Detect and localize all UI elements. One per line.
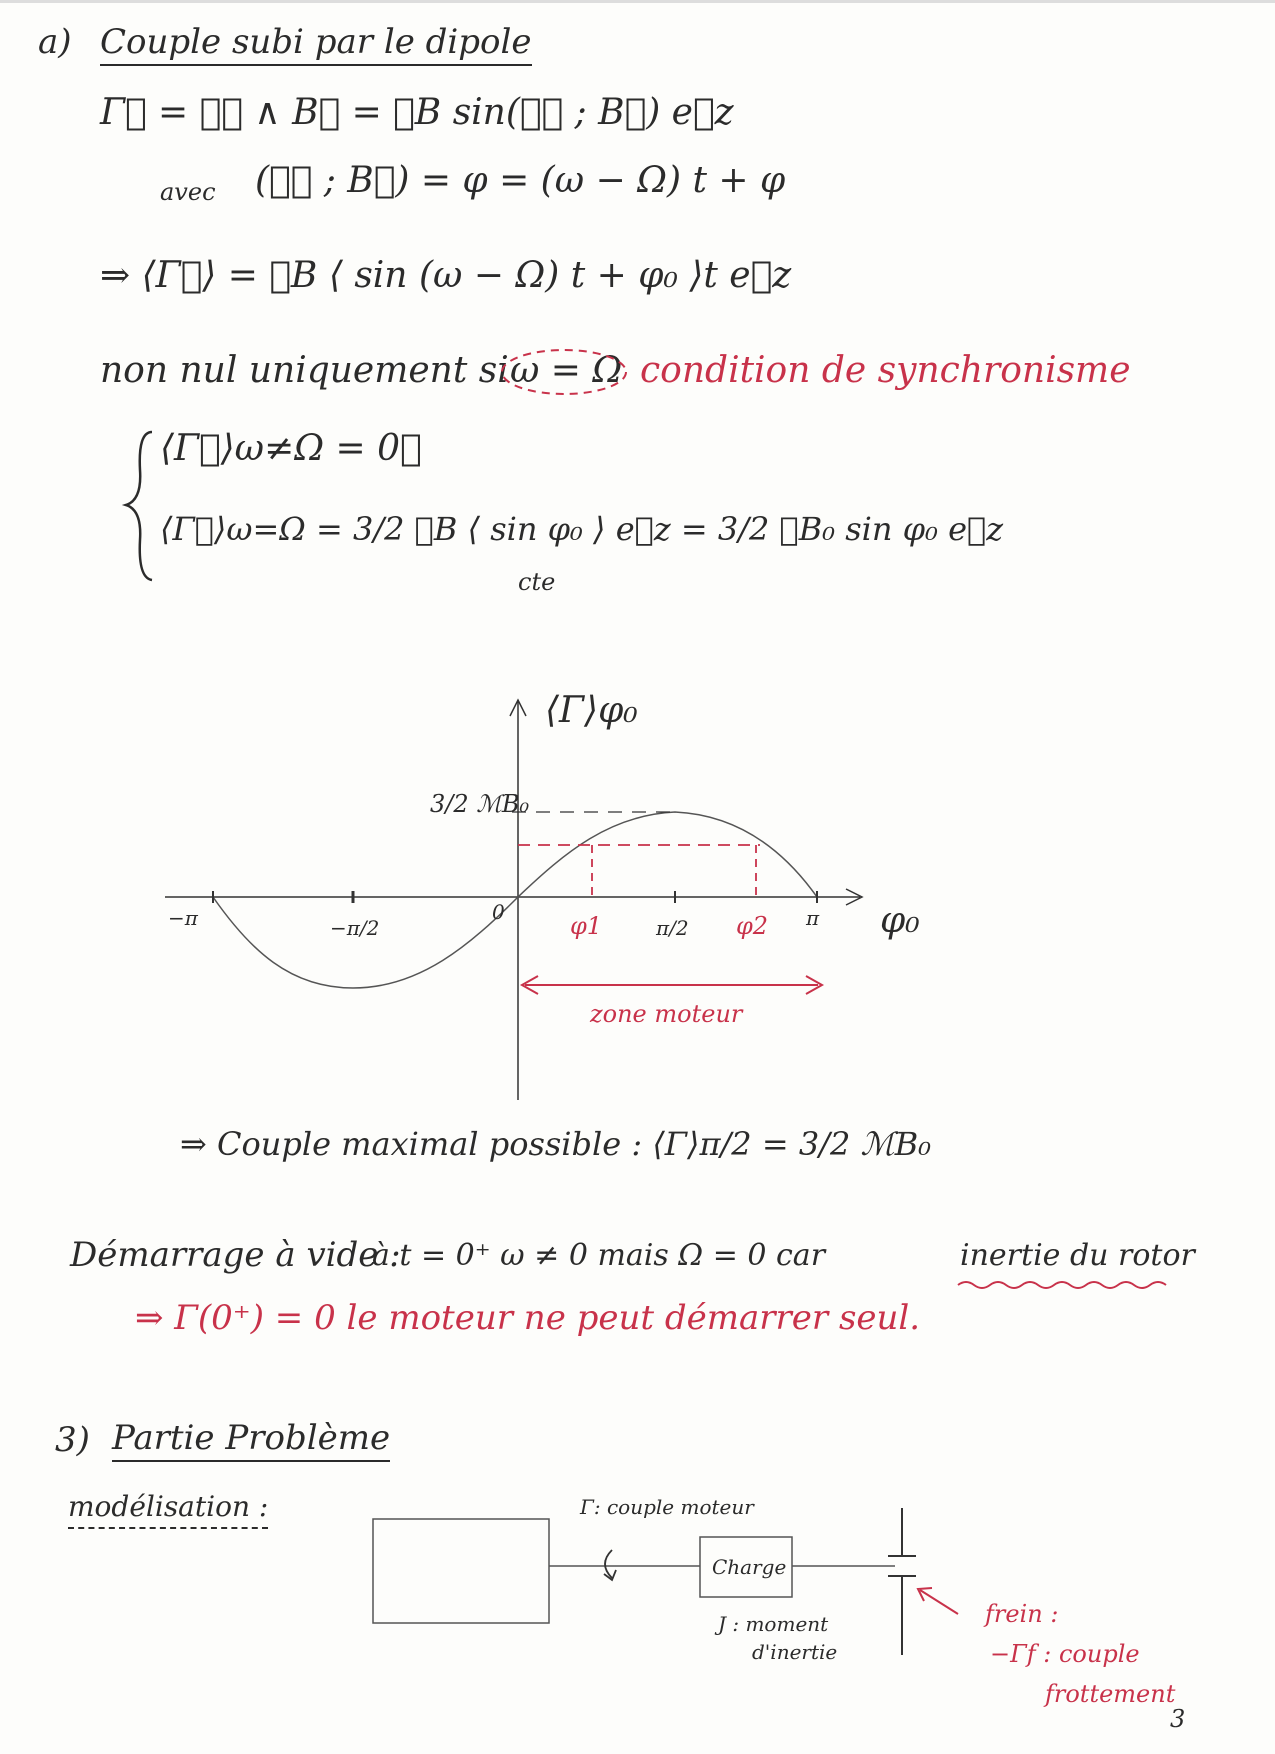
condition-highlight [502,350,626,394]
modelisation-label [68,1490,268,1523]
zone-moteur-label: zone moteur [590,1000,743,1028]
condition-text: non nul uniquement si [100,350,509,391]
synchronism-condition: condition de synchronisme [640,350,1131,391]
demarrage-title: Démarrage à vide : [70,1235,401,1275]
inertie-rotor: inertie du rotor [960,1238,1195,1273]
charge-label: Charge [712,1555,787,1579]
equation-mean-torque: ⇒ ⟨Γ⃗⟩ = ℳB ⟨ sin (ω − Ω) t + φ₀ ⟩t e⃗z [100,255,792,296]
condition-equation: ω = Ω [510,350,623,391]
inertia-label-1: J : moment [718,1612,829,1636]
section-3-title: Partie Problème [112,1418,390,1462]
max-torque-conclusion: ⇒ Couple maximal possible : ⟨Γ⟩π/2 = 3/2 ℳB₀ [180,1125,932,1163]
constant-note: cte [518,568,556,596]
phi2-label: φ2 [736,912,769,940]
system-line-1: ⟨Γ⃗⟩ω≠Ω = 0⃗ [160,428,422,469]
graph-origin: 0 [492,900,505,924]
sine-curve [213,812,820,988]
tick-label-neg-half-pi: −π/2 [330,916,380,940]
graph-max-label: 3/2 ℳB₀ [430,790,530,818]
inertie-underline [958,1282,1166,1288]
section-3-marker: 3) [55,1420,90,1460]
equation-torque: Γ⃗ = ℳ⃗ ∧ B⃗ = ℳB sin(ℳ⃗ ; B⃗) e⃗z [100,92,734,133]
page-number: 3 [1170,1705,1186,1733]
phi1-label: φ1 [570,912,603,940]
motor-box [373,1519,549,1623]
section-a-title: Couple subi par le dipole [100,22,532,66]
torque-arc [605,1550,612,1578]
system-brace [126,432,152,580]
motor-torque-label: Γ: couple moteur [580,1495,754,1519]
tick-label-neg-pi: −π [168,906,198,930]
frein-label: frein : [985,1600,1059,1628]
system-line-2: ⟨Γ⃗⟩ω=Ω = 3/2 ℳB ⟨ sin φ₀ ⟩ e⃗z = 3/2 ℳB₀ sin φ₀ e⃗z [160,510,1004,548]
equation-angle: (ℳ⃗ ; B⃗) = φ = (ω − Ω) t + φ [255,160,786,201]
frein-pointer [920,1590,958,1614]
demarrage-conditions: à t = 0⁺ ω ≠ 0 mais Ω = 0 car [372,1238,826,1273]
graph-y-label: ⟨Γ⟩φ₀ [545,690,638,731]
graph-x-label: φ₀ [880,900,920,941]
section-a-marker: a) [38,22,72,62]
modelisation-text: modélisation : [68,1490,268,1529]
friction-torque-label: −Γf : couple [990,1640,1140,1668]
tick-label-pi: π [806,906,820,930]
frottement-label: frottement [1045,1680,1176,1708]
demarrage-conclusion: ⇒ Γ(0⁺) = 0 le moteur ne peut démarrer seul. [135,1298,921,1338]
tick-label-half-pi: π/2 [656,916,689,940]
equation-avec: avec [160,178,216,206]
inertia-label-2: d'inertie [752,1640,838,1664]
